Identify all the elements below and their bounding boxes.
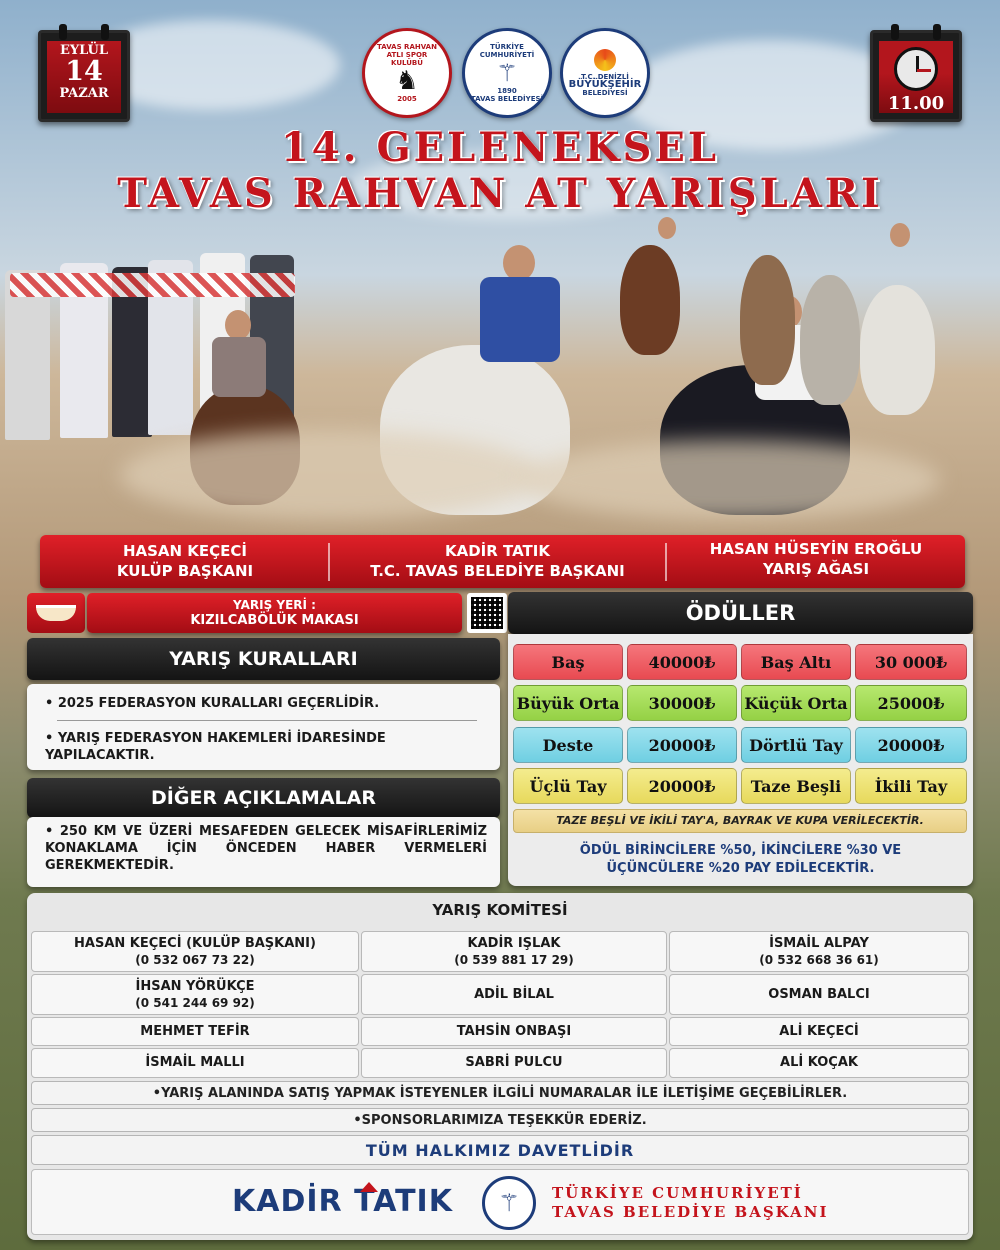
prize-label-4: Küçük Orta [741, 685, 851, 721]
committee-member [669, 931, 969, 972]
official-1-name: HASAN KEÇECİ [122, 542, 248, 560]
prize-amount-7: 20000₺ [627, 768, 737, 804]
venue-label-box [87, 593, 462, 633]
member-name: ALİ KOÇAK [780, 1055, 858, 1070]
event-time: 11.00 [887, 93, 945, 114]
committee-member [669, 1048, 969, 1078]
statue-icon: ⚚ [496, 59, 518, 87]
denizli-emblem-icon [594, 49, 616, 71]
prizes-header: ÖDÜLLER [508, 592, 973, 634]
time-calendar [870, 30, 962, 122]
member-name: ALİ KEÇECİ [779, 1023, 859, 1039]
prize-amount-2: 30 000₺ [855, 644, 967, 680]
prize-share: ÖDÜL BİRİNCİLERE %50, İKİNCİLERE %30 VE ÜÇÜNCÜLERE %20 PAY EDİLECEKTİR. [579, 843, 902, 876]
other-note-text: 250 KM VE ÜZERİ MESAFEDEN GELECEK MİSAFİRLERİMİZ KONAKLAMA İÇİN ÖNCEDEN HABER VERMELERİ GEREKMEKTEDİR. [45, 824, 487, 873]
footer-line-2: TAVAS BELEDİYE BAŞKANI [552, 1203, 829, 1221]
footer-title [552, 1184, 852, 1222]
other-box [27, 817, 500, 887]
bullet-icon: • [353, 1112, 362, 1128]
municipality-logo [462, 28, 552, 118]
title-line-1: 14. GELENEKSEL [280, 124, 720, 171]
committee-member [31, 974, 359, 1015]
clock-icon [894, 47, 938, 91]
committee-member [669, 1017, 969, 1046]
municipality-logo-sub: TAVAS BELEDİYESİ [470, 95, 544, 103]
denizli-logo [560, 28, 650, 118]
prize-label-6: Dörtlü Tay [741, 727, 851, 763]
horse-icon: ♞ [395, 66, 419, 96]
committee-header: YARIŞ KOMİTESİ [432, 901, 568, 919]
rule-text-1: 2025 FEDERASYON KURALLARI GEÇERLİDİR. [57, 696, 380, 711]
committee-member [361, 931, 667, 972]
official-3-name: HASAN HÜSEYİN EROĞLU [709, 540, 923, 558]
committee-section [27, 893, 973, 1240]
notice-sales [31, 1081, 969, 1105]
prize-label-5: Deste [513, 727, 623, 763]
rules-box [27, 684, 500, 770]
prize-amount-5: 20000₺ [627, 727, 737, 763]
prize-label-8: Taze Beşli [741, 768, 851, 804]
member-name: SABRİ PULCU [465, 1055, 563, 1070]
brand-accent-icon [360, 1182, 378, 1192]
other-note [45, 823, 487, 874]
member-name: KADİR IŞLAK [467, 935, 561, 951]
prize-label-2: Baş Altı [741, 644, 851, 680]
venue-bar [27, 593, 500, 633]
prize-label-3: Büyük Orta [513, 685, 623, 721]
qr-code-icon [467, 593, 507, 633]
rule-item-2 [45, 730, 465, 764]
bullet-icon: • [45, 696, 54, 711]
bullet-icon: • [152, 1085, 162, 1101]
other-header: DİĞER AÇIKLAMALAR [27, 778, 500, 818]
title-line-2: TAVAS RAHVAN AT YARIŞLARI [117, 170, 883, 217]
member-name: İHSAN YÖRÜKÇE [135, 978, 255, 994]
member-name: OSMAN BALCI [768, 986, 870, 1002]
member-phone: (0 532 668 36 61) [759, 952, 879, 967]
denizli-logo-big: BÜYÜKŞEHİR [568, 79, 642, 90]
member-name: MEHMET TEFİR [140, 1023, 250, 1039]
bullet-icon: • [45, 731, 54, 746]
prize-amount-3: 30000₺ [627, 685, 737, 721]
bullet-icon: • [45, 824, 54, 839]
club-logo-text: TAVAS RAHVAN ATLI SPOR KULÜBÜ [377, 43, 437, 67]
committee-member [361, 1048, 667, 1078]
committee-member [31, 1048, 359, 1078]
date-weekday: PAZAR [59, 86, 109, 101]
rules-header: YARIŞ KURALLARI [27, 638, 500, 680]
prize-amount-4: 25000₺ [855, 685, 967, 721]
notice-sponsors [31, 1108, 969, 1132]
venue-value: KIZILCABÖLÜK MAKASI [190, 613, 359, 628]
footer [31, 1169, 969, 1235]
prize-label-7: Üçlü Tay [513, 768, 623, 804]
municipality-logo-text: TÜRKİYE CUMHURİYETİ [479, 43, 535, 59]
denizli-logo-sub: BELEDİYESİ [582, 89, 628, 97]
member-name: HASAN KEÇECİ (KULÜP BAŞKANI) [74, 935, 316, 951]
member-phone: (0 539 881 17 29) [454, 952, 574, 967]
prize-amount-8: İkili Tay [855, 768, 967, 804]
club-logo-year: 2005 [397, 95, 417, 103]
member-name: İSMAİL ALPAY [769, 935, 869, 951]
member-phone: (0 541 244 69 92) [135, 995, 255, 1010]
book-icon [36, 605, 76, 621]
committee-member [669, 974, 969, 1015]
date-month: EYLÜL [59, 43, 109, 58]
committee-member [31, 931, 359, 972]
member-name: ADİL BİLAL [474, 986, 554, 1002]
date-calendar [38, 30, 130, 122]
notice-sales-text: YARIŞ ALANINDA SATIŞ YAPMAK İSTEYENLER İLGİLİ NUMARALAR İLE İLETİŞİME GEÇEBİLİRLER. [161, 1085, 848, 1101]
official-2-role: T.C. TAVAS BELEDİYE BAŞKANI [370, 562, 625, 580]
footer-line-1: TÜRKİYE CUMHURİYETİ [552, 1184, 803, 1202]
footer-seal-icon: ⚚ [482, 1176, 536, 1230]
official-3 [667, 539, 965, 579]
venue-label: YARIŞ YERİ : [233, 598, 316, 612]
member-phone: (0 532 067 73 22) [135, 952, 255, 967]
official-2 [330, 541, 665, 581]
official-1 [40, 541, 330, 581]
official-1-role: KULÜP BAŞKANI [116, 562, 254, 580]
invite-banner: TÜM HALKIMIZ DAVETLİDİR [31, 1135, 969, 1165]
prize-label-1: Baş [513, 644, 623, 680]
prize-amount-6: 20000₺ [855, 727, 967, 763]
prizes-box [508, 634, 973, 886]
member-name: İSMAİL MALLI [145, 1055, 245, 1070]
venue-icon-box [27, 593, 85, 633]
notice-sponsors-text: SPONSORLARIMIZA TEŞEKKÜR EDERİZ. [361, 1112, 647, 1128]
committee-member [361, 974, 667, 1015]
footer-brand-text: KADİR TATIK [232, 1184, 453, 1219]
footer-brand [232, 1184, 472, 1220]
officials-bar [40, 535, 965, 588]
committee-member [31, 1017, 359, 1046]
prize-amount-1: 40000₺ [627, 644, 737, 680]
rule-text-2: YARIŞ FEDERASYON HAKEMLERİ İDARESİNDE YAPILACAKTIR. [45, 731, 386, 763]
official-3-role: YARIŞ AĞASI [762, 560, 870, 578]
club-logo [362, 28, 452, 118]
denizli-logo-text: T.C. DENİZLİ [581, 73, 629, 81]
member-name: TAHSİN ONBAŞI [456, 1023, 572, 1039]
official-2-name: KADİR TATIK [445, 542, 550, 560]
municipality-logo-year: 1890 [497, 87, 517, 95]
prize-note: TAZE BEŞLİ VE İKİLİ TAY'A, BAYRAK VE KUPA VERİLECEKTİR. [513, 809, 967, 833]
hero-section [0, 0, 1000, 525]
date-day: 14 [65, 56, 103, 87]
rule-item-1 [45, 696, 485, 711]
committee-member [361, 1017, 667, 1046]
